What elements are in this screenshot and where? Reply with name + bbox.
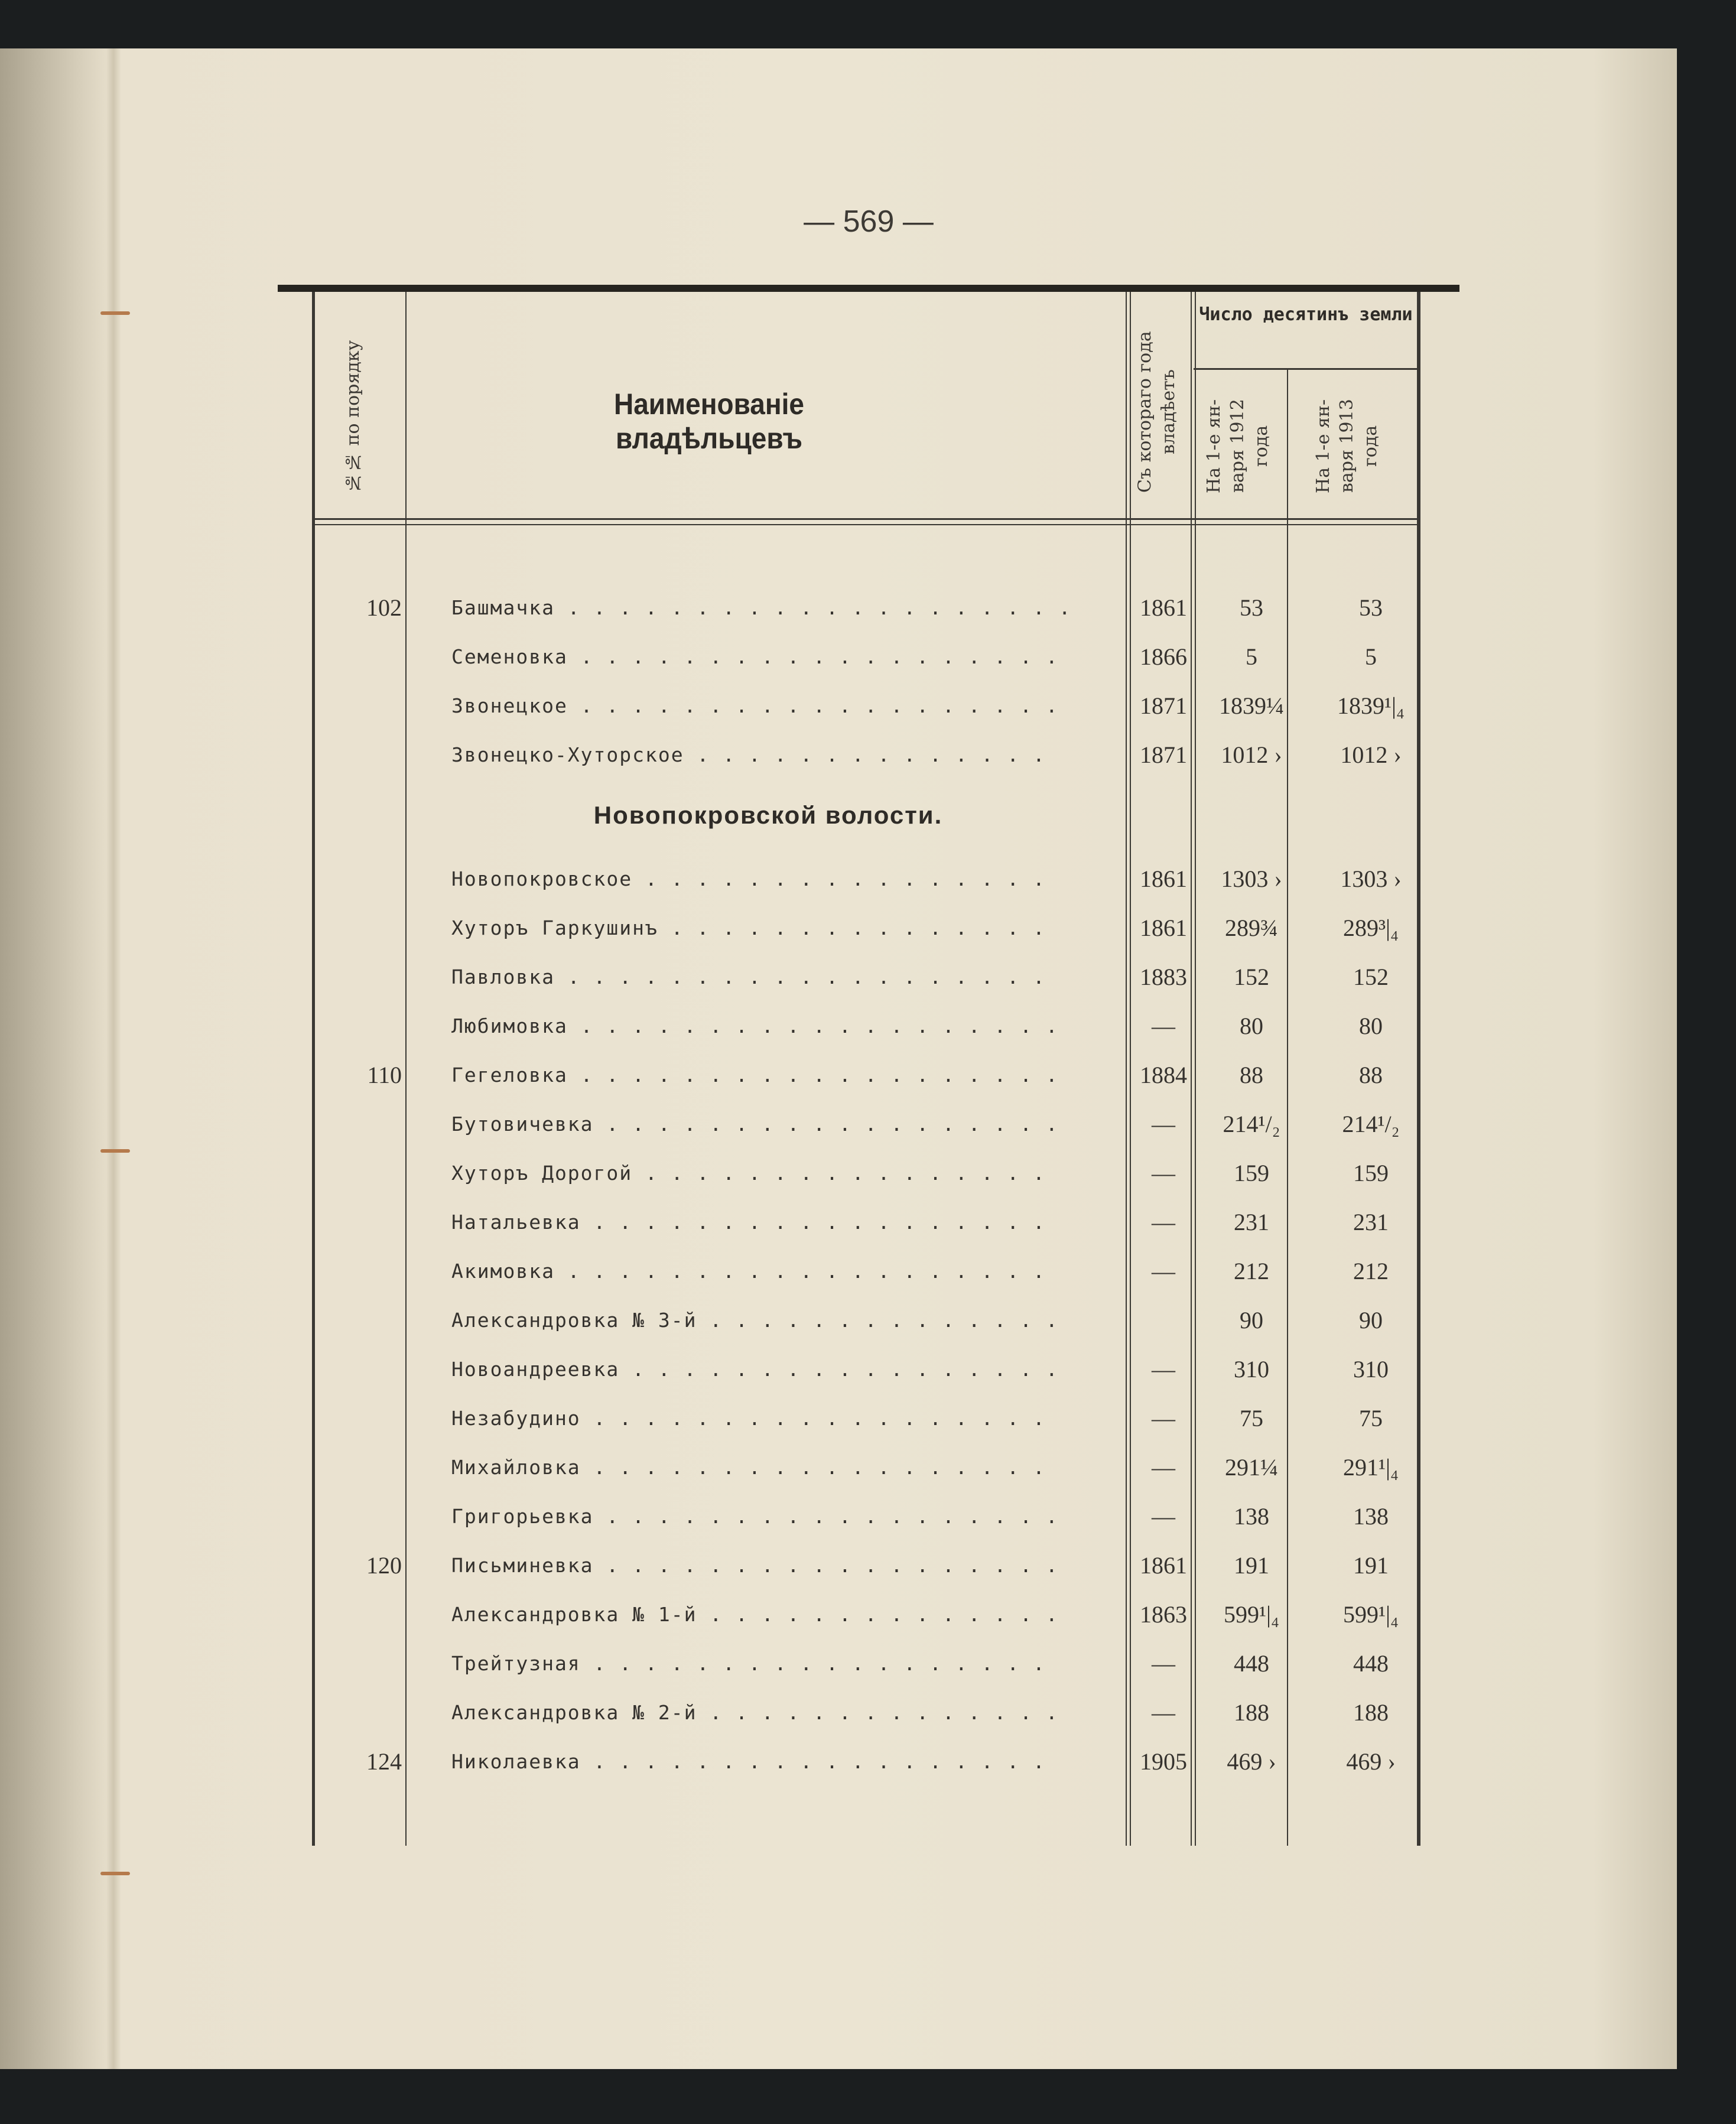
year-cell: 1884 — [1140, 1062, 1187, 1088]
land-1912: 191 — [1234, 1552, 1269, 1579]
thread-mark — [100, 311, 130, 315]
land-1912: 289¾ — [1225, 915, 1278, 941]
year-cell: — — [1152, 1405, 1175, 1432]
year-cell: 1861 — [1140, 915, 1187, 941]
year-cell: — — [1152, 1258, 1175, 1284]
land-1913: 1303 › — [1340, 866, 1402, 892]
thread-mark — [100, 1149, 130, 1153]
land-1913: 159 — [1353, 1160, 1389, 1186]
land-1912: 231 — [1234, 1209, 1269, 1235]
land-1913: 90 — [1359, 1307, 1383, 1333]
year-cell: — — [1152, 1356, 1175, 1383]
land-1913: 5 — [1365, 643, 1377, 670]
table-row — [319, 1595, 1430, 1636]
owner-name: Звонецкое . . . . . . . . . . . . . . . . . . . — [451, 694, 1059, 717]
land-1912: 448 — [1234, 1650, 1269, 1677]
land-1913: 53 — [1359, 594, 1383, 621]
owner-name: Николаевка . . . . . . . . . . . . . . . . . . — [451, 1750, 1046, 1773]
table-row — [319, 1251, 1430, 1293]
year-cell: — — [1152, 1503, 1175, 1530]
row-number: 124 — [366, 1748, 402, 1775]
table-row — [319, 1398, 1430, 1440]
land-1913: 469 › — [1346, 1748, 1396, 1775]
land-1912: 53 — [1240, 594, 1263, 621]
owner-name: Натальевка . . . . . . . . . . . . . . . . . . — [451, 1211, 1046, 1234]
year-cell: 1861 — [1140, 866, 1187, 892]
owner-name: Бутовичевка . . . . . . . . . . . . . . . . . . — [451, 1113, 1059, 1136]
table-row — [319, 1448, 1430, 1489]
land-1913: 191 — [1353, 1552, 1389, 1579]
table-row — [319, 1153, 1430, 1195]
land-1913: 214¹/₂ — [1342, 1111, 1400, 1137]
land-1913: 1839¹|₄ — [1337, 692, 1405, 719]
header-1913: На 1-е ян-варя 1913 года — [1313, 399, 1381, 493]
table-row — [319, 957, 1430, 998]
owner-name: Письминевка . . . . . . . . . . . . . . . . . . — [451, 1554, 1059, 1577]
year-cell: 1863 — [1140, 1601, 1187, 1628]
year-cell: 1861 — [1140, 594, 1187, 621]
owner-name: Хуторъ Гаркушинъ . . . . . . . . . . . . . . . — [451, 916, 1046, 939]
header-subrule — [1194, 368, 1418, 370]
owner-name: Александровка № 1-й . . . . . . . . . . . . . . — [451, 1603, 1059, 1626]
owner-name: Новопокровское . . . . . . . . . . . . . . . . — [451, 867, 1046, 890]
land-1912: 88 — [1240, 1062, 1263, 1088]
table-row — [319, 1055, 1430, 1097]
table-row — [319, 1546, 1430, 1587]
land-1912: 214¹/₂ — [1223, 1111, 1280, 1137]
table-row — [319, 1104, 1430, 1146]
table-row — [319, 588, 1430, 629]
year-cell: 1871 — [1140, 692, 1187, 719]
table-row — [319, 1742, 1430, 1783]
header-name: Наименованіе владѣльцевъ — [614, 388, 804, 455]
table-row — [319, 686, 1430, 727]
land-1912: 80 — [1240, 1013, 1263, 1039]
land-1913: 88 — [1359, 1062, 1383, 1088]
table-row — [319, 1644, 1430, 1685]
table-row — [319, 859, 1430, 900]
land-1912: 1012 › — [1221, 741, 1282, 768]
year-cell: 1861 — [1140, 1552, 1187, 1579]
land-1912: 599¹|₄ — [1224, 1601, 1279, 1628]
owner-name: Звонецко-Хуторское . . . . . . . . . . . . . . — [451, 743, 1046, 766]
land-1913: 448 — [1353, 1650, 1389, 1677]
year-cell: — — [1152, 1013, 1175, 1039]
year-cell: 1866 — [1140, 643, 1187, 670]
owner-name: Незабудино . . . . . . . . . . . . . . . . . . — [451, 1407, 1046, 1430]
header-bottom-rule — [313, 518, 1418, 520]
row-number: 102 — [366, 594, 402, 621]
table-row — [319, 1693, 1430, 1734]
row-number: 120 — [366, 1552, 402, 1579]
owner-name: Хуторъ Дорогой . . . . . . . . . . . . . . . . — [451, 1162, 1046, 1185]
land-1912: 310 — [1234, 1356, 1269, 1383]
land-1913: 310 — [1353, 1356, 1389, 1383]
header-land: Число десятинъ земли — [1199, 304, 1413, 325]
land-1913: 75 — [1359, 1405, 1383, 1432]
year-cell: — — [1152, 1111, 1175, 1137]
table-row — [319, 908, 1430, 949]
land-1912: 188 — [1234, 1699, 1269, 1726]
owner-name: Михайловка . . . . . . . . . . . . . . . . . . — [451, 1456, 1046, 1479]
land-1912: 1839¼ — [1219, 692, 1284, 719]
header-1912: На 1-е ян-варя 1912 года — [1204, 399, 1272, 493]
header-year: Съ котораго года владѣетъ — [1134, 331, 1179, 493]
table-row — [319, 1497, 1430, 1538]
land-1913: 289³|₄ — [1343, 915, 1399, 941]
year-cell: — — [1152, 1650, 1175, 1677]
owner-name: Башмачка . . . . . . . . . . . . . . . . . . . . — [451, 596, 1072, 619]
book-gutter — [106, 48, 121, 2069]
land-1913: 291¹|₄ — [1343, 1454, 1399, 1481]
table-row — [319, 1300, 1430, 1342]
owner-name: Трейтузная . . . . . . . . . . . . . . . . . . — [451, 1652, 1046, 1675]
owner-name: Александровка № 3-й . . . . . . . . . . . . . . — [451, 1309, 1059, 1332]
table-top-rule — [278, 285, 1459, 292]
owner-name: Александровка № 2-й . . . . . . . . . . . . . . — [451, 1701, 1059, 1724]
table-row — [319, 1349, 1430, 1391]
table-row — [319, 1006, 1430, 1048]
owner-name: Григорьевка . . . . . . . . . . . . . . . . . . — [451, 1505, 1059, 1528]
row-number: 110 — [367, 1062, 402, 1088]
land-1913: 1012 › — [1340, 741, 1402, 768]
header-number: №№ по порядку — [343, 340, 363, 493]
land-1912: 469 › — [1227, 1748, 1276, 1775]
owner-name: Семеновка . . . . . . . . . . . . . . . . . . . — [451, 645, 1059, 668]
facing-page-edge — [0, 48, 112, 2069]
land-1912: 1303 › — [1221, 866, 1282, 892]
page-number: — 569 — — [804, 204, 934, 239]
year-cell: — — [1152, 1454, 1175, 1481]
header-bottom-rule — [313, 524, 1418, 525]
owner-name: Новоандреевка . . . . . . . . . . . . . . . . . — [451, 1358, 1059, 1381]
land-1912: 90 — [1240, 1307, 1263, 1333]
owner-name: Акимовка . . . . . . . . . . . . . . . . . . . — [451, 1260, 1046, 1283]
land-1912: 152 — [1234, 964, 1269, 990]
land-1912: 5 — [1246, 643, 1257, 670]
land-1912: 291¼ — [1225, 1454, 1278, 1481]
land-1913: 212 — [1353, 1258, 1389, 1284]
land-1913: 231 — [1353, 1209, 1389, 1235]
land-1912: 212 — [1234, 1258, 1269, 1284]
year-cell: — — [1152, 1160, 1175, 1186]
land-1913: 138 — [1353, 1503, 1389, 1530]
owner-name: Павловка . . . . . . . . . . . . . . . . . . . — [451, 965, 1046, 988]
land-1913: 599¹|₄ — [1343, 1601, 1399, 1628]
land-1912: 138 — [1234, 1503, 1269, 1530]
land-1913: 188 — [1353, 1699, 1389, 1726]
land-1913: 80 — [1359, 1013, 1383, 1039]
table-row — [319, 735, 1430, 776]
year-cell: — — [1152, 1209, 1175, 1235]
land-1913: 152 — [1353, 964, 1389, 990]
table-row — [319, 1202, 1430, 1244]
owner-name: Гегеловка . . . . . . . . . . . . . . . . . . . — [451, 1063, 1059, 1087]
land-1912: 159 — [1234, 1160, 1269, 1186]
table-row — [319, 637, 1430, 678]
year-cell: 1883 — [1140, 964, 1187, 990]
thread-mark — [100, 1872, 130, 1875]
year-cell: 1871 — [1140, 741, 1187, 768]
year-cell: 1905 — [1140, 1748, 1187, 1775]
year-cell: — — [1152, 1699, 1175, 1726]
owner-name: Любимовка . . . . . . . . . . . . . . . . . . . — [451, 1014, 1059, 1037]
section-heading: Новопокровской волости. — [593, 801, 943, 829]
land-1912: 75 — [1240, 1405, 1263, 1432]
